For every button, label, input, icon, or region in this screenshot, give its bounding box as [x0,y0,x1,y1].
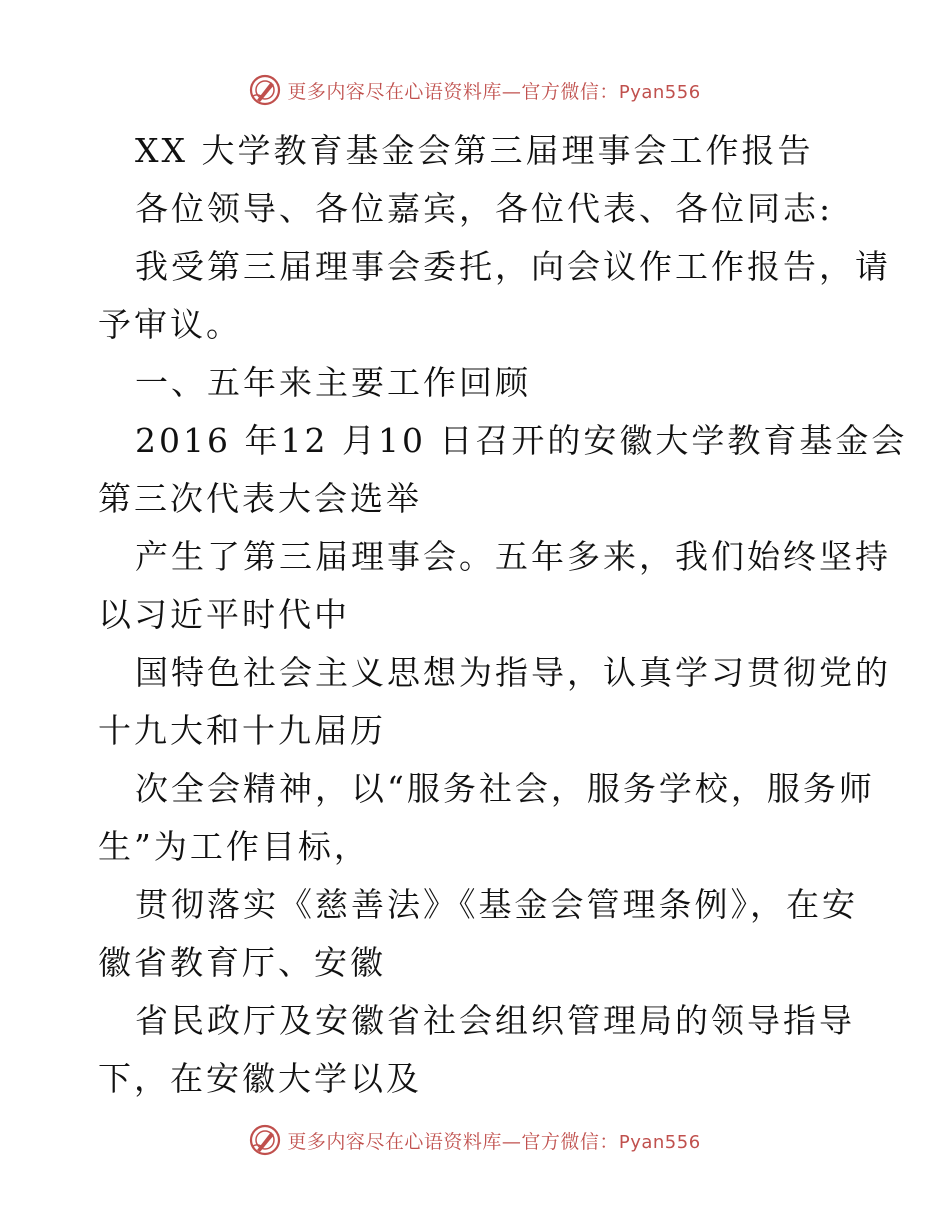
paragraph-line: 次全会精神，以“服务社会，服务学校，服务师 [135,769,875,808]
watermark-footer [0,1120,950,1160]
watermark-id: Pyan556 [618,1131,701,1153]
watermark-brand: 更多内容尽在心语资料库 [287,1130,502,1153]
document-title: XX 大学教育基金会第三届理事会工作报告 [135,131,814,170]
watermark-id: Pyan556 [618,81,701,103]
watermark-text [287,77,700,104]
section-heading: 一、五年来主要工作回顾 [135,363,531,402]
paragraph-line: 我受第三届理事会委托，向会议作工作报告，请 [135,247,891,286]
paragraph-line: 生”为工作目标， [98,827,370,866]
watermark-header [0,70,950,110]
quill-logo-icon [249,1124,281,1156]
paragraph-line: 2016 年12 月10 日召开的安徽大学教育基金会 [135,421,908,460]
watermark-label: 官方微信： [521,1130,619,1153]
paragraph-line: 产生了第三届理事会。五年多来，我们始终坚持 [135,537,891,576]
paragraph-line: 予审议。 [98,305,242,344]
watermark-text [287,1127,700,1154]
watermark-separator: — [501,1130,522,1153]
watermark-separator: — [501,80,522,103]
salutation: 各位领导、各位嘉宾，各位代表、各位同志: [135,189,834,228]
document-body [98,122,908,1108]
paragraph-line: 以习近平时代中 [98,595,350,634]
paragraph-line: 省民政厅及安徽省社会组织管理局的领导指导 [135,1001,855,1040]
paragraph-line: 贯彻落实《慈善法》《基金会管理条例》，在安 [135,885,858,924]
quill-logo-icon [249,74,281,106]
paragraph-line: 徽省教育厅、安徽 [98,943,386,982]
watermark-brand: 更多内容尽在心语资料库 [287,80,502,103]
paragraph-line: 下，在安徽大学以及 [98,1059,422,1098]
watermark-label: 官方微信： [521,80,619,103]
paragraph-line: 第三次代表大会选举 [98,479,422,518]
paragraph-line: 十九大和十九届历 [98,711,386,750]
paragraph-line: 国特色社会主义思想为指导，认真学习贯彻党的 [135,653,891,692]
